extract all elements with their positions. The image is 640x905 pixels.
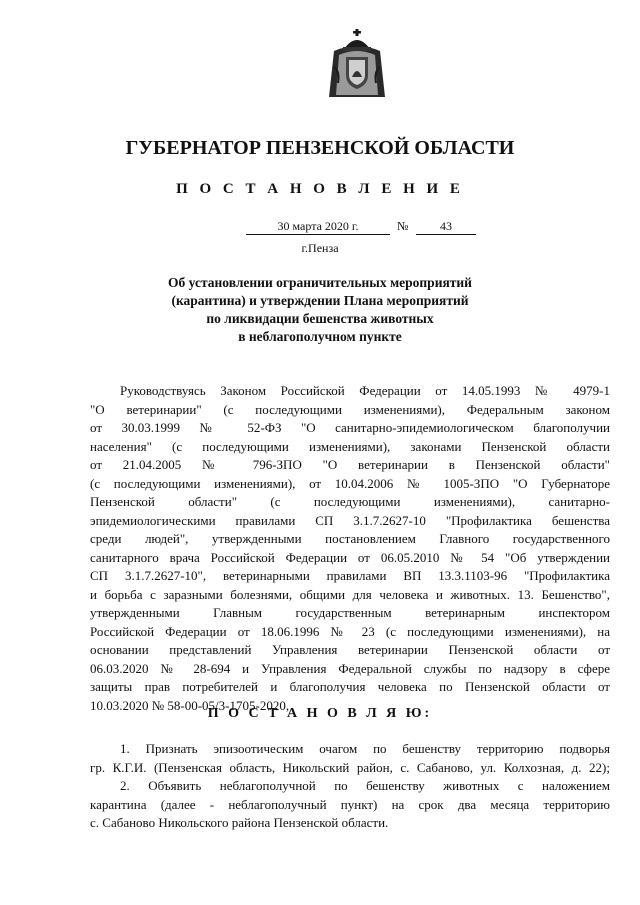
point-line: карантина (далее - неблагополучный пункт) на срок два месяца территорию [90,796,610,812]
preamble-line: от 21.04.2005 № 796-ЗПО "О ветеринарии в Пензенской области" [90,457,610,472]
title-line: в неблагополучном пункте [238,329,402,344]
decree-points [90,740,610,833]
title-line: Об установлении ограничительных мероприятий [168,275,472,290]
preamble-line: защиты прав потребителей и благополучия человека по Пензенской области от [90,679,610,694]
point-line: 1. Признать эпизоотическим очагом по бешенству территорию подворья [120,741,610,756]
preamble-line: среди людей", утвержденными постановлением Главного государственного [90,531,610,546]
preamble-line: СП 3.1.7.2627-10", ветеринарными правилами ВП 13.3.1103-96 "Профилактика [90,568,610,583]
title-line: по ликвидации бешенства животных [206,311,434,326]
preamble-line: и борьба с заразными болезнями, общими для человека и животных. 13. Бешенство", [90,586,610,602]
authority-name: ГУБЕРНАТОР ПЕНЗЕНСКОЙ ОБЛАСТИ [125,137,515,159]
preamble-line: Пензенской области" (с последующими изменениями), санитарно- [90,494,610,509]
preamble-line: от 30.03.1999 № 52-ФЗ "О санитарно-эпидемиологическом благополучии [90,420,610,435]
title-line: (карантина) и утверждении Плана мероприятий [171,293,469,308]
preamble-line: "О ветеринарии" (с последующими изменениями), Федеральным законом [90,401,610,417]
document-date: 30 марта 2020 г. [246,219,390,235]
preamble-text [90,382,610,715]
document-number: 43 [416,219,476,235]
number-sign: № [397,219,409,233]
document-title [0,274,640,346]
document-place: г.Пенза [301,241,339,255]
preamble-line: населения" (с последующими изменениями), законами Пензенской области [90,438,610,454]
point-line: с. Сабаново Никольского района Пензенской области. [90,815,389,830]
decree-word: П О С Т А Н О В Л Я Ю: [207,706,433,721]
point-line: 2. Объявить неблагополучной по бешенству животных с наложением [120,778,610,793]
document-type: П О С Т А Н О В Л Е Н И Е [176,181,464,197]
preamble-line: 06.03.2020 № 28-694 и Управления Федеральной службы по надзору в сфере [90,660,610,676]
preamble-line: Российской Федерации от 18.06.1996 № 23 (с последующими изменениями), на [90,623,610,639]
preamble-line: эпидемиологическими правилами СП 3.1.7.2627-10 "Профилактика бешенства [90,512,610,528]
point-line: гр. К.Г.И. (Пензенская область, Никольский район, с. Сабаново, ул. Колхозная, д. 22); [90,759,610,775]
preamble-line: 10.03.2020 № 58-00-05/3-1705-2020, [90,697,290,713]
coat-of-arms-icon [326,27,388,99]
preamble-line: утвержденными Главным государственным ветеринарным инспектором [90,605,610,620]
preamble-line: Руководствуясь Законом Российской Федерации от 14.05.1993 № 4979-1 [120,383,610,398]
preamble-line: основании представлений Управления ветеринарии Пензенской области от [90,642,610,657]
preamble-line: (с последующими изменениями), от 10.04.2006 № 1005-ЗПО "О Губернаторе [90,475,610,491]
preamble-line: санитарного врача Российской Федерации от 06.05.2010 № 54 "Об утверждении [90,549,610,565]
